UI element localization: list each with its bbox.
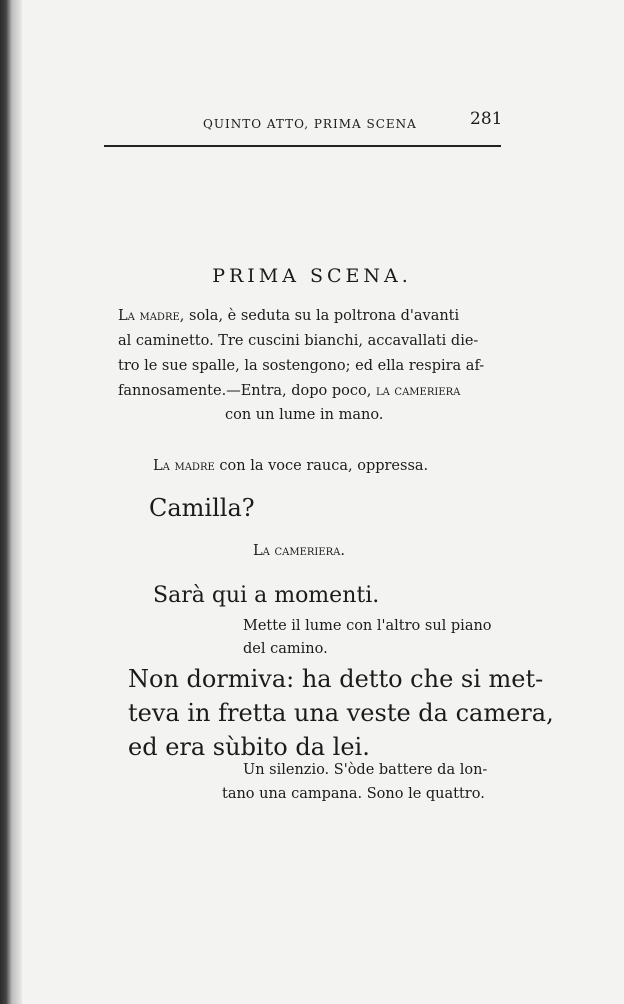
running-head: QUINTO ATTO, PRIMA SCENA: [203, 117, 417, 131]
stage-direction-line: del camino.: [243, 641, 328, 657]
header-rule: [104, 145, 501, 147]
dialogue-line: teva in fretta una veste da camera,: [128, 699, 554, 727]
stage-direction-line: con un lume in mano.: [225, 407, 384, 423]
stage-direction-line: al caminetto. Tre cuscini bianchi, accavallati die-: [118, 333, 479, 349]
stage-direction-line: Mette il lume con l'altro sul piano: [243, 618, 492, 634]
page-number: 281: [470, 109, 503, 129]
dialogue-line: Camilla?: [149, 494, 255, 522]
speaker-name: La madre,: [118, 308, 185, 324]
speaker-name: La madre: [153, 458, 215, 474]
stage-direction-line: tano una campana. Sono le quattro.: [222, 786, 485, 802]
stage-direction-line: tro le sue spalle, la sostengono; ed ella respira af-: [118, 358, 485, 374]
dialogue-line: Non dormiva: ha detto che si met-: [128, 665, 544, 693]
speaker-name: la cameriera: [375, 383, 461, 399]
speaker-name: La cameriera.: [253, 543, 346, 559]
dialogue-line: Sarà qui a momenti.: [153, 583, 380, 608]
scene-title: PRIMA SCENA.: [212, 265, 412, 287]
stage-direction-line: La madre, sola, è seduta su la poltrona d'avanti: [118, 308, 460, 324]
stage-direction-line: fannosamente.—Entra, dopo poco, la cameriera: [118, 383, 461, 399]
dialogue-line: ed era sùbito da lei.: [128, 733, 370, 761]
speaker-heading: La madre con la voce rauca, oppressa.: [153, 458, 429, 474]
stage-direction-line: Un silenzio. S'òde battere da lon-: [243, 762, 488, 778]
